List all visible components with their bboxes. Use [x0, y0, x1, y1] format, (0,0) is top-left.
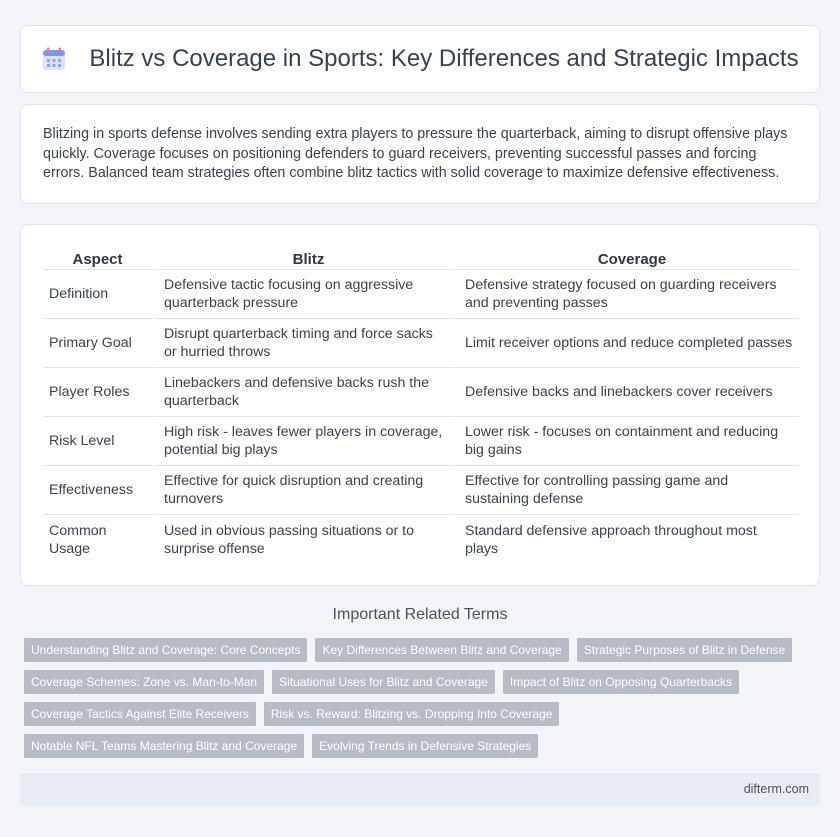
coverage-cell: Effective for controlling passing game and sustaining defense: [453, 466, 799, 515]
comparison-card: [20, 224, 820, 586]
related-term-link[interactable]: Notable NFL Teams Mastering Blitz and Coverage: [24, 734, 304, 758]
coverage-cell: Lower risk - focuses on containment and reducing big gains: [453, 417, 799, 466]
table-row: [43, 319, 799, 368]
header-blitz: Blitz: [152, 246, 453, 270]
footer: [20, 773, 820, 806]
related-term-link[interactable]: Coverage Tactics Against Elite Receivers: [24, 702, 256, 726]
table-row: [43, 515, 799, 564]
header-coverage: Coverage: [453, 246, 799, 270]
related-term-link[interactable]: Key Differences Between Blitz and Coverage: [315, 638, 568, 662]
aspect-cell: Risk Level: [43, 417, 152, 466]
intro-text: Blitzing in sports defense involves sending extra players to pressure the quarterback, aiming to disrupt offensive plays quickly. Coverage focuses on positioning defenders to guard receivers, preventing successful passes and forcing errors. Balanced team strategies often combine blitz tactics with solid coverage to maximize defensive effectiveness.: [43, 126, 788, 181]
blitz-cell: Used in obvious passing situations or to surprise offense: [152, 515, 453, 564]
header-aspect: Aspect: [43, 246, 152, 270]
related-term-link[interactable]: Risk vs. Reward: Blitzing vs. Dropping Into Coverage: [264, 702, 559, 726]
aspect-cell: Primary Goal: [43, 319, 152, 368]
related-term-link[interactable]: Impact of Blitz on Opposing Quarterbacks: [503, 670, 739, 694]
table-row: [43, 368, 799, 417]
page-title: Blitz vs Coverage in Sports: Key Differences and Strategic Impacts: [89, 45, 799, 72]
related-term-link[interactable]: Evolving Trends in Defensive Strategies: [312, 734, 538, 758]
table-row: [43, 270, 799, 319]
intro-card: [20, 104, 820, 204]
related-term-link[interactable]: Understanding Blitz and Coverage: Core Concepts: [24, 638, 307, 662]
related-term-link[interactable]: Coverage Schemes: Zone vs. Man-to-Man: [24, 670, 264, 694]
blitz-cell: Linebackers and defensive backs rush the quarterback: [152, 368, 453, 417]
related-terms-tags: [24, 638, 824, 766]
table-row: [43, 466, 799, 515]
coverage-cell: Defensive strategy focused on guarding receivers and preventing passes: [453, 270, 799, 319]
coverage-cell: Defensive backs and linebackers cover receivers: [453, 368, 799, 417]
related-term-link[interactable]: Situational Uses for Blitz and Coverage: [272, 670, 495, 694]
aspect-cell: Definition: [43, 270, 152, 319]
aspect-cell: Effectiveness: [43, 466, 152, 515]
table-header-row: [43, 246, 799, 270]
header-card: [20, 25, 820, 93]
calendar-icon: [41, 46, 67, 72]
footer-site-link[interactable]: difterm.com: [743, 782, 809, 796]
coverage-cell: Standard defensive approach throughout most plays: [453, 515, 799, 564]
related-term-link[interactable]: Strategic Purposes of Blitz in Defense: [577, 638, 792, 662]
table-row: [43, 417, 799, 466]
blitz-cell: Defensive tactic focusing on aggressive quarterback pressure: [152, 270, 453, 319]
blitz-cell: Disrupt quarterback timing and force sacks or hurried throws: [152, 319, 453, 368]
blitz-cell: Effective for quick disruption and creating turnovers: [152, 466, 453, 515]
aspect-cell: Common Usage: [49, 522, 107, 557]
aspect-cell: Player Roles: [43, 368, 152, 417]
related-terms-title: Important Related Terms: [332, 606, 508, 623]
coverage-cell: Limit receiver options and reduce completed passes: [453, 319, 799, 368]
comparison-table: [43, 246, 799, 564]
blitz-cell: High risk - leaves fewer players in coverage, potential big plays: [152, 417, 453, 466]
